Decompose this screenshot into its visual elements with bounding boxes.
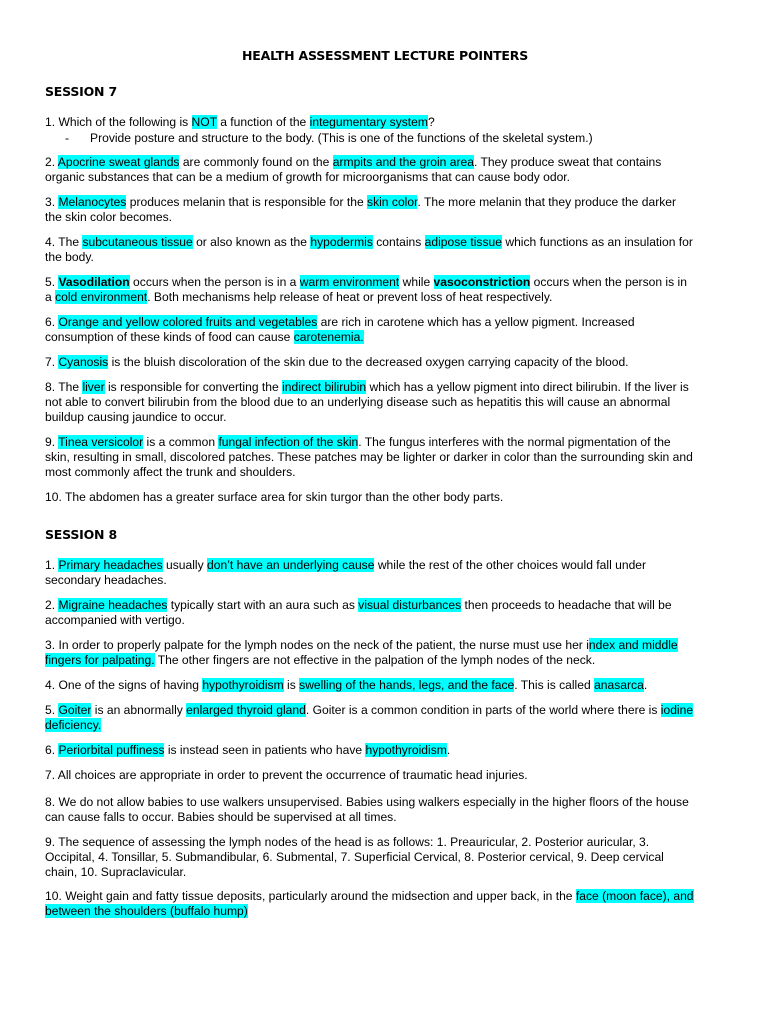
item-text: is a common [143, 435, 219, 449]
highlighted-term: swelling of the hands, legs, and the face [299, 678, 515, 692]
item-number: 1. [45, 115, 59, 129]
page-title: HEALTH ASSESSMENT LECTURE POINTERS [242, 48, 528, 63]
item-text: are commonly found on the [179, 155, 333, 169]
highlighted-term: Primary headaches [58, 558, 163, 572]
item-number: 4. [45, 235, 59, 249]
item-text: are rich in carotene which has a yellow pigment. Increased [317, 315, 635, 329]
item-number: 2. [45, 155, 58, 169]
item-text: contains [372, 235, 425, 249]
highlighted-term: Orange and yellow colored fruits and vegetables [58, 315, 318, 329]
item-text: produces melanin that is responsible for the [126, 195, 368, 209]
highlighted-term: hypodermis [310, 235, 373, 249]
session7-item-10 [45, 490, 725, 505]
session8-item-2 [45, 598, 725, 628]
session8-item-1 [45, 558, 725, 588]
item-text: is the bluish discoloration of the skin due to the decreased oxygen carrying capacity of the blood. [108, 355, 629, 369]
session7-item-8 [45, 380, 725, 425]
session8-item-9 [45, 835, 725, 880]
session8-item-10 [45, 889, 725, 919]
highlighted-term: hypothyroidism [202, 678, 284, 692]
session8-item-3 [45, 638, 725, 668]
item-text: The sequence of assessing the lymph nodes of the head is as follows: 1. Preauricular, 2. Posterior auricular, 3. [58, 835, 650, 849]
item-text: occurs when the person is in [530, 275, 687, 289]
item-number: 6. [45, 743, 59, 757]
item-number: 4. [45, 678, 59, 692]
item-text: The [58, 380, 83, 394]
item-text: . Both mechanisms help release of heat or prevent loss of heat respectively. [147, 290, 553, 304]
highlighted-term: armpits and the groin area [332, 155, 474, 169]
highlighted-term: enlarged thyroid gland [186, 703, 306, 717]
item-text: then proceeds to headache that will be [461, 598, 672, 612]
item-number: 8. [45, 380, 59, 394]
item-text: consumption of these kinds of food can cause [45, 330, 294, 344]
subpoint-text: Provide posture and structure to the body. (This is one of the functions of the skeletal system.) [90, 131, 593, 145]
highlighted-term: liver [82, 380, 105, 394]
item-number: 2. [45, 598, 59, 612]
highlighted-term: skin color [367, 195, 418, 209]
item-number: 10. [45, 889, 66, 903]
session-7-item-1-subpoint [65, 131, 593, 146]
item-text: . [643, 678, 648, 692]
item-text: typically start with an aura such as [167, 598, 359, 612]
item-text: occurs when the person is in a [129, 275, 300, 289]
item-text: is an abnormally [91, 703, 187, 717]
item-text: buildup causing jaundice to occur. [45, 410, 227, 424]
item-text: is instead seen in patients who have [164, 743, 366, 757]
highlighted-term: ndex and middle [588, 638, 678, 652]
highlighted-term: integumentary system [309, 115, 428, 129]
highlighted-term: Melanocytes [58, 195, 127, 209]
highlighted-term: cold environment [55, 290, 148, 304]
item-number: 7. [45, 768, 58, 782]
highlighted-term: iodine [660, 703, 694, 717]
session7-item-5 [45, 275, 725, 305]
item-text: We do not allow babies to use walkers unsupervised. Babies using walkers especially in the higher floors of the house [58, 795, 689, 809]
item-number: 1. [45, 558, 59, 572]
item-text: the skin color becomes. [45, 210, 173, 224]
session7-item-6 [45, 315, 725, 345]
item-number: 3. [45, 638, 59, 652]
session8-item-8 [45, 795, 725, 825]
highlighted-term: indirect bilirubin [282, 380, 367, 394]
highlighted-term: carotenemia. [293, 330, 364, 344]
session8-item-5 [45, 703, 725, 733]
highlighted-term: warm environment [299, 275, 400, 289]
highlighted-term: fungal infection of the skin [218, 435, 359, 449]
highlighted-term: hypothyroidism [365, 743, 447, 757]
highlighted-term: Migraine headaches [58, 598, 168, 612]
item-text: accompanied with vertigo. [45, 613, 185, 627]
item-text: skin, resulting in small, discolored patches. These patches may be lighter or darker in color than the surrounding skin and [45, 450, 693, 464]
highlighted-bold-term: vasoconstriction [433, 275, 531, 289]
item-number: 3. [45, 195, 59, 209]
session7-item-4 [45, 235, 725, 265]
session7-item-3 [45, 195, 725, 225]
highlighted-term: Cyanosis [58, 355, 109, 369]
item-number: 5. [45, 703, 59, 717]
item-text: usually [162, 558, 208, 572]
item-number: 9. [45, 835, 59, 849]
session8-item-6 [45, 743, 725, 758]
item-text: Which of the following is [58, 115, 192, 129]
session8-item-7 [45, 768, 725, 783]
item-text: can cause falls to occur. Babies should be supervised at all times. [45, 810, 397, 824]
item-number: 7. [45, 355, 59, 369]
highlighted-term: Apocrine sweat glands [57, 155, 180, 169]
item-text: a function of the [216, 115, 310, 129]
item-text: . The more melanin that they produce the darker [417, 195, 677, 209]
item-text: . This is called [514, 678, 595, 692]
item-text: is [283, 678, 300, 692]
highlighted-term: visual disturbances [358, 598, 462, 612]
item-text: All choices are appropriate in order to prevent the occurrence of traumatic head injuries. [57, 768, 528, 782]
item-number: 6. [45, 315, 59, 329]
item-text: The other fingers are not effective in the palpation of the lymph nodes of the neck. [154, 653, 596, 667]
highlighted-term: don’t have an underlying cause [207, 558, 375, 572]
item-text: or also known as the [192, 235, 311, 249]
highlighted-term: face (moon face), and [575, 889, 694, 903]
item-text: . Goiter is a common condition in parts of the world where there is [305, 703, 661, 717]
item-text: One of the signs of having [58, 678, 203, 692]
item-text: most commonly affect the trunk and shoulders. [45, 465, 296, 479]
highlighted-term: anasarca [594, 678, 644, 692]
item-text: ? [427, 115, 435, 129]
item-text: organic substances that can be a medium of growth for microorganisms that can cause body odor. [45, 170, 571, 184]
session7-item-9 [45, 435, 725, 480]
item-text: Occipital, 4. Tonsillar, 5. Submandibular, 6. Submental, 7. Superficial Cervical, 8. Posterior cervical, 9. Deep cervical [45, 850, 664, 864]
highlighted-term: between the shoulders (buffalo hump) [45, 904, 248, 918]
highlighted-term: Goiter [58, 703, 92, 717]
dash-bullet: - [65, 131, 70, 145]
item-number: 9. [45, 435, 59, 449]
item-text: which has a yellow pigment into direct bilirubin. If the liver is [366, 380, 689, 394]
highlighted-term: subcutaneous tissue [82, 235, 193, 249]
item-text: chain, 10. Supraclavicular. [45, 865, 187, 879]
item-text: secondary headaches. [45, 573, 167, 587]
item-text: The [58, 235, 83, 249]
item-number: 5. [45, 275, 59, 289]
item-text: is responsible for converting the [104, 380, 283, 394]
item-text: while [399, 275, 434, 289]
highlighted-term: adipose tissue [424, 235, 502, 249]
session-8-heading: SESSION 8 [45, 527, 117, 542]
highlighted-bold-term: Vasodilation [58, 275, 130, 289]
highlighted-term: deficiency. [45, 718, 102, 732]
item-text: which functions as an insulation for [501, 235, 693, 249]
item-number: 8. [45, 795, 59, 809]
session8-item-4 [45, 678, 725, 693]
item-text: a [45, 290, 56, 304]
highlighted-term: Tinea versicolor [58, 435, 144, 449]
session7-item-7 [45, 355, 725, 370]
item-number: 10. [45, 490, 65, 504]
item-text: . The fungus interferes with the normal pigmentation of the [358, 435, 671, 449]
item-text: The abdomen has a greater surface area for skin turgor than the other body parts. [64, 490, 504, 504]
session7-item-2 [45, 155, 725, 185]
item-text: while the rest of the other choices would fall under [374, 558, 647, 572]
item-text: not able to convert bilirubin from the blood due to an underlying disease such as hepatitis this will cause an abnormal [45, 395, 671, 409]
highlighted-term: Periorbital puffiness [58, 743, 165, 757]
item-text: In order to properly palpate for the lymph nodes on the neck of the patient, the nurse must use her i [58, 638, 589, 652]
item-text: . [446, 743, 451, 757]
highlighted-term: NOT [191, 115, 217, 129]
session7-item-1 [45, 115, 725, 130]
item-text: . They produce sweat that contains [473, 155, 662, 169]
highlighted-term: fingers for palpating. [45, 653, 155, 667]
item-text: the body. [45, 250, 94, 264]
session-7-heading: SESSION 7 [45, 84, 117, 99]
item-text: Weight gain and fatty tissue deposits, particularly around the midsection and upper back, in the [65, 889, 576, 903]
